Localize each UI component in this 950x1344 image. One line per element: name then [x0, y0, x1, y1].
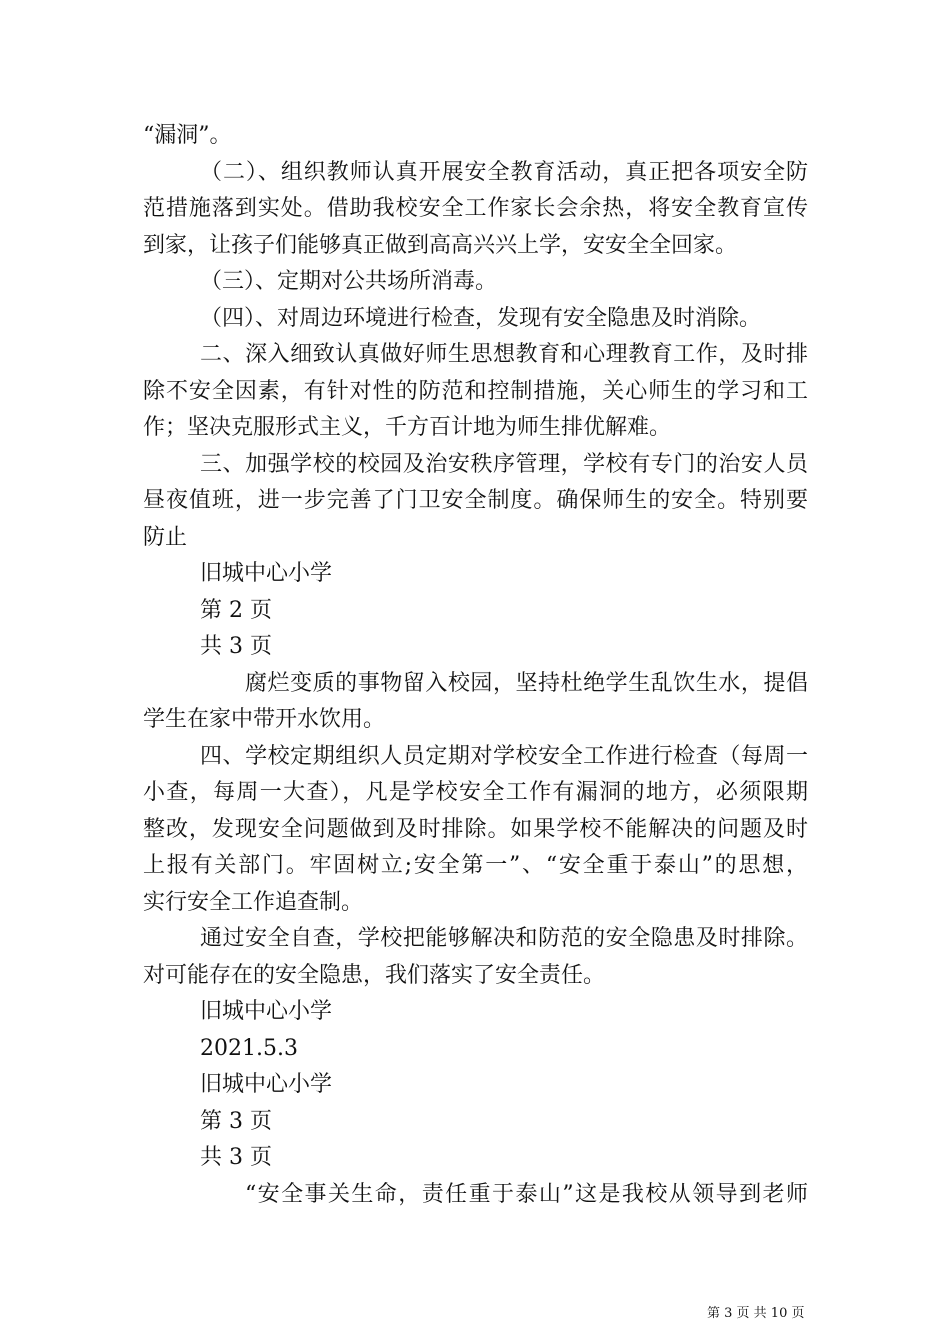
text-line: 到家，让孩子们能够真正做到高高兴兴上学，安安全全回家。 — [143, 232, 738, 258]
text-line: 对可能存在的安全隐患，我们落实了安全责任。 — [143, 962, 606, 988]
text-line: （二）、组织教师认真开展安全教育活动，真正把各项安全防 — [200, 159, 808, 185]
text-line: 三、加强学校的校园及治安秩序管理，学校有专门的治安人员 — [200, 451, 808, 477]
text-line: “漏洞”。 — [143, 123, 232, 148]
text-line: 共 3 页 — [200, 1145, 272, 1170]
text-line: 昼夜值班，进一步完善了门卫安全制度。确保师生的安全。特别要 — [143, 488, 808, 513]
text-line: 旧城中心小学 — [200, 561, 333, 586]
text-line: 作；坚决克服形式主义，千方百计地为师生排优解难。 — [143, 415, 672, 440]
text-line: 上报有关部门。牢固树立;安全第一”、“安全重于泰山”的思想， — [143, 853, 808, 878]
text-line: 防止 — [143, 524, 188, 550]
text-line: 学生在家中带开水饮用。 — [143, 707, 386, 732]
text-line: （四）、对周边环境进行检查，发现有安全隐患及时消除。 — [200, 305, 762, 331]
text-line: 小查，每周一大查），凡是学校安全工作有漏洞的地方，必须限期 — [143, 780, 808, 805]
text-line: “安全事关生命，责任重于泰山”这是我校从领导到老师 — [245, 1181, 808, 1207]
text-line: 二、深入细致认真做好师生思想教育和心理教育工作，及时排 — [200, 342, 808, 367]
text-line: 通过安全自查，学校把能够解决和防范的安全隐患及时排除。 — [200, 926, 808, 951]
page-footer: 第 3 页 共 10 页 — [707, 1306, 805, 1321]
text-line: 实行安全工作追查制。 — [143, 889, 364, 915]
text-line: 范措施落到实处。借助我校安全工作家长会余热，将安全教育宣传 — [143, 196, 808, 221]
text-line: 共 3 页 — [200, 634, 272, 659]
text-line: 除不安全因素，有针对性的防范和控制措施，关心师生的学习和工 — [143, 378, 808, 404]
text-line: 四、学校定期组织人员定期对学校安全工作进行检查（每周一 — [200, 743, 808, 769]
text-line: 旧城中心小学 — [200, 1072, 333, 1097]
text-line: 整改，发现安全问题做到及时排除。如果学校不能解决的问题及时 — [143, 816, 808, 842]
text-line: 腐烂变质的事物留入校园，坚持杜绝学生乱饮生水，提倡 — [245, 670, 808, 696]
text-line: 第 2 页 — [200, 597, 272, 623]
text-line: 第 3 页 — [200, 1108, 272, 1134]
document-body — [143, 118, 808, 1213]
text-line: 2021.5.3 — [200, 1035, 298, 1061]
text-line: 旧城中心小学 — [200, 999, 333, 1024]
text-line: （三）、定期对公共场所消毒。 — [200, 269, 498, 294]
